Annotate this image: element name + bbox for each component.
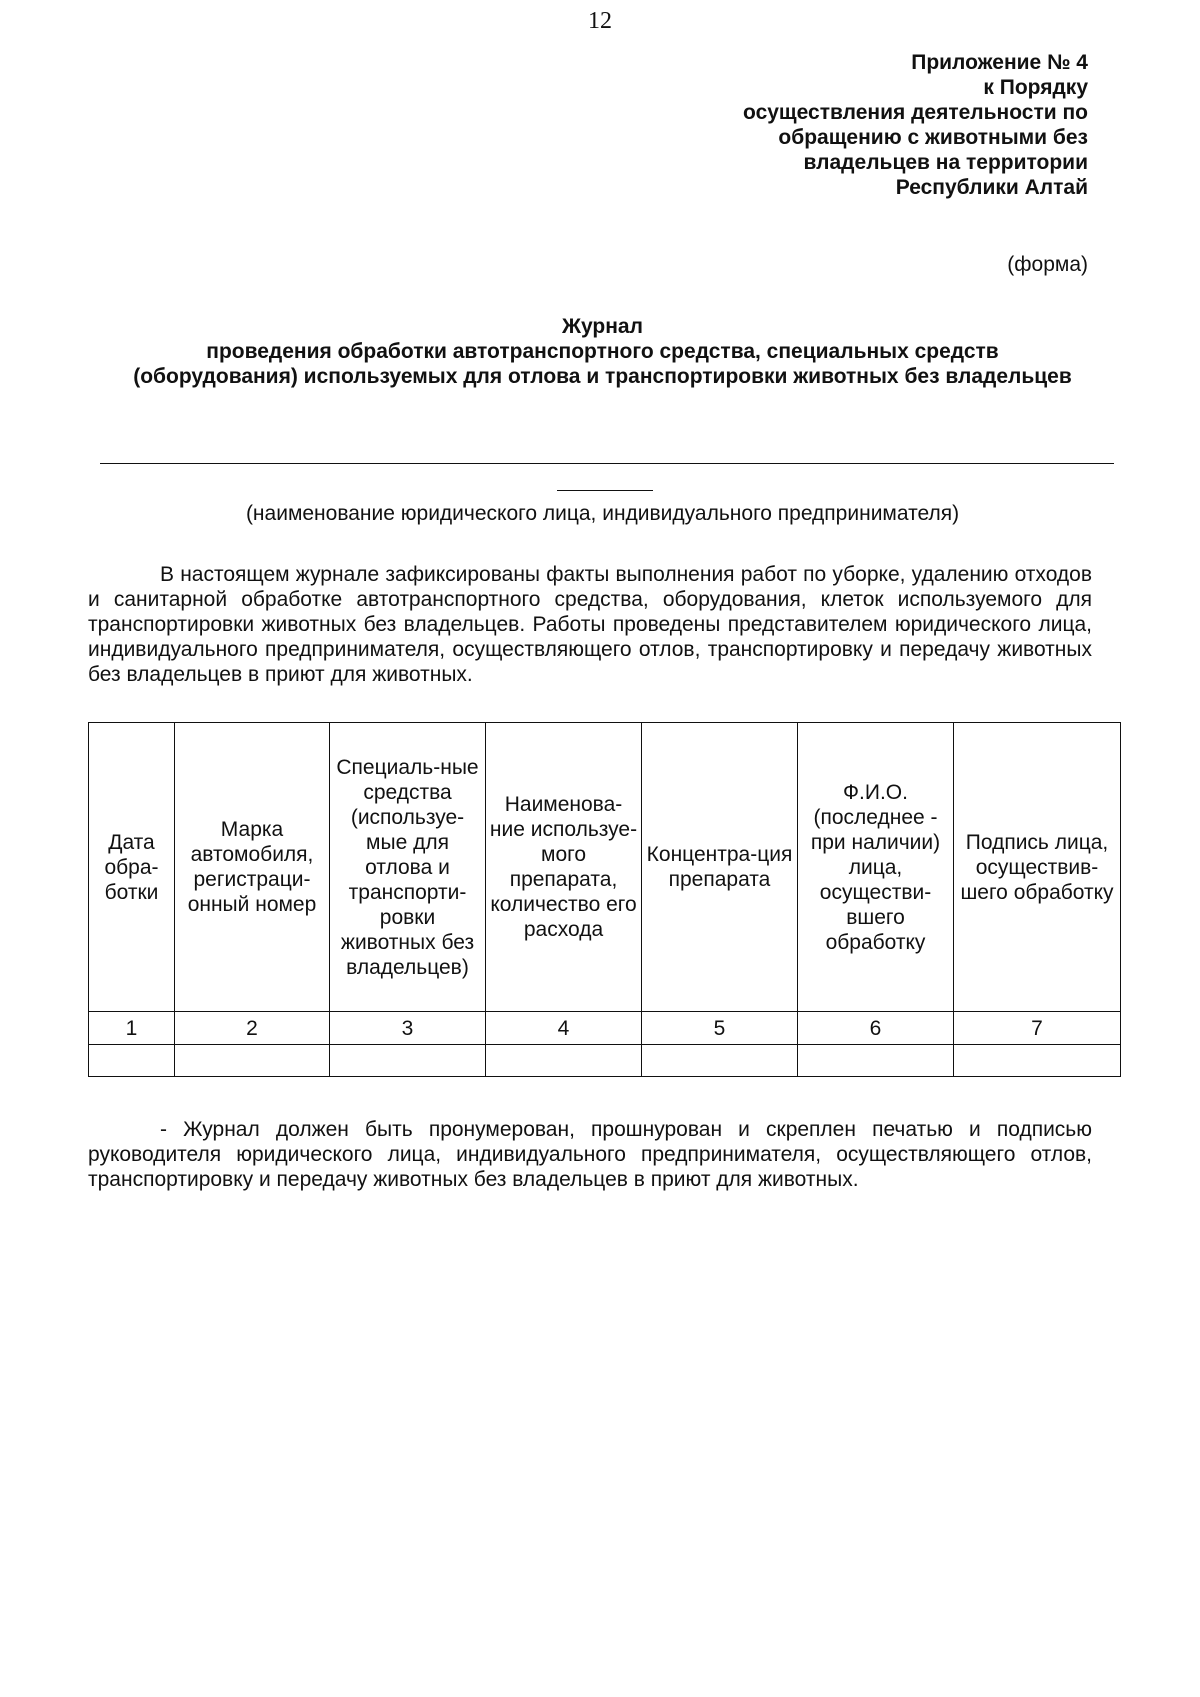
organization-caption: (наименование юридического лица, индивидуального предпринимателя): [245, 502, 960, 525]
appendix-line: осуществления деятельности по: [743, 101, 1088, 124]
column-number-cell: 4: [486, 1012, 642, 1045]
appendix-line: Приложение № 4: [911, 51, 1088, 74]
appendix-line: Республики Алтай: [895, 176, 1088, 199]
header-cell-equipment: Специаль-ные средства (используе-мые для отлова и транспорти-ровки животных без владельцев): [330, 723, 486, 1012]
column-number-cell: 3: [330, 1012, 486, 1045]
header-cell-signature: Подпись лица, осуществив-шего обработку: [954, 723, 1121, 1012]
journal-table: [88, 722, 1121, 1077]
header-cell-person: Ф.И.О. (последнее - при наличии) лица, осуществи-вшего обработку: [798, 723, 954, 1012]
organization-name-line: [100, 463, 1114, 464]
column-number-cell: 2: [175, 1012, 330, 1045]
column-number-cell: 6: [798, 1012, 954, 1045]
appendix-line: владельцев на территории: [803, 151, 1088, 174]
column-number-cell: 1: [89, 1012, 175, 1045]
intro-paragraph: В настоящем журнале зафиксированы факты выполнения работ по уборке, удалению отходов и санитарной обработке автотранспортного средства, оборудования, клеток используемого для транспортировки животных без владельцев. Работы проведены представителем юридического лица, индивидуального предпринимателя, осуществляющего отлов, транспортировку и передачу животных без владельцев в приют для животных.: [88, 563, 1092, 686]
form-label: (форма): [1007, 253, 1088, 276]
empty-cell: [798, 1045, 954, 1077]
table-row-empty: [89, 1045, 1121, 1077]
header-cell-vehicle: Марка автомобиля, регистраци-онный номер: [175, 723, 330, 1012]
empty-cell: [330, 1045, 486, 1077]
table-row-column-numbers: [89, 1012, 1121, 1045]
journal-title: [80, 314, 1125, 389]
table-header-row: [89, 723, 1121, 1012]
header-cell-concentration: Концентра-ция препарата: [642, 723, 798, 1012]
page-number: 12: [588, 8, 612, 34]
empty-cell: [89, 1045, 175, 1077]
title-line: проведения обработки автотранспортного средства, специальных средств: [206, 340, 999, 363]
title-line: Журнал: [562, 315, 643, 338]
column-number-cell: 7: [954, 1012, 1121, 1045]
header-cell-preparation: Наименова-ние используе-мого препарата, количество его расхода: [486, 723, 642, 1012]
title-line: (оборудования) используемых для отлова и транспортировки животных без владельцев: [133, 365, 1072, 388]
empty-cell: [642, 1045, 798, 1077]
empty-cell: [486, 1045, 642, 1077]
appendix-line: обращению с животными без: [778, 126, 1088, 149]
footnote-paragraph: - Журнал должен быть пронумерован, прошнурован и скреплен печатью и подписью руководителя юридического лица, индивидуального предпринимателя, осуществляющего отлов, транспортировку и передачу животных без владельцев в приют для животных.: [88, 1118, 1092, 1191]
organization-name-short-line: [557, 490, 653, 491]
header-cell-date: Дата обра-ботки: [89, 723, 175, 1012]
appendix-block: [568, 50, 1088, 200]
empty-cell: [175, 1045, 330, 1077]
appendix-line: к Порядку: [983, 76, 1088, 99]
empty-cell: [954, 1045, 1121, 1077]
column-number-cell: 5: [642, 1012, 798, 1045]
